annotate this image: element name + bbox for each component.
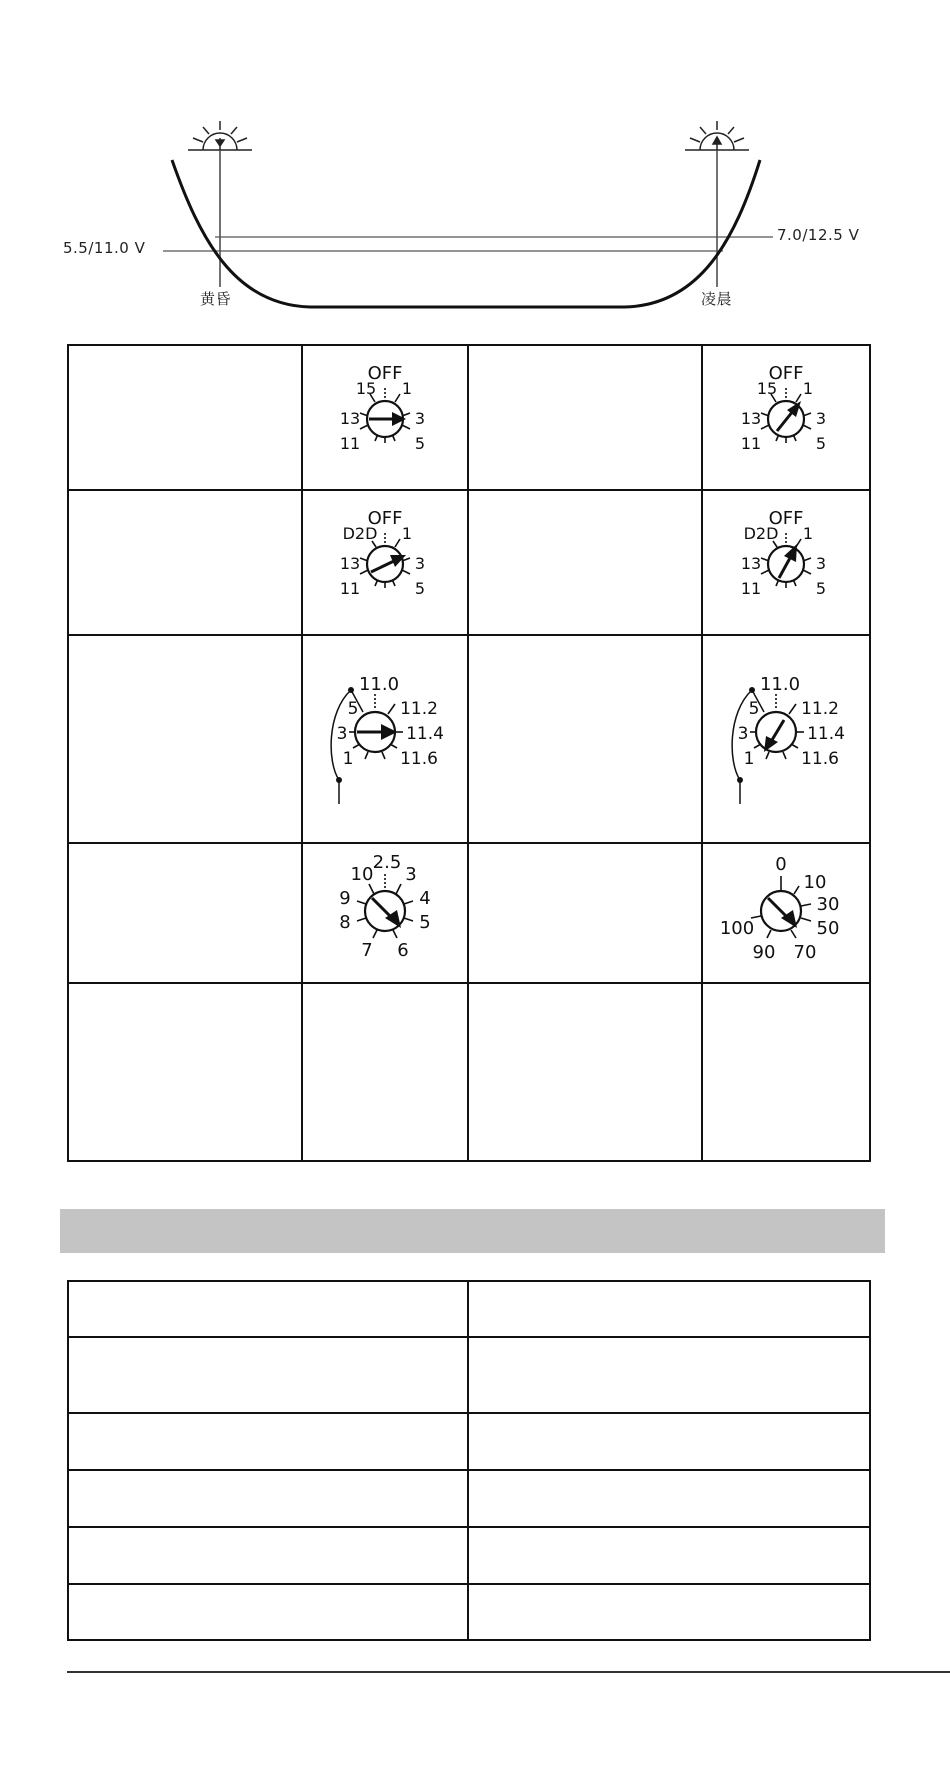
dial-label: 3 [414,553,426,573]
dial-label: 1 [401,523,413,543]
time-dial-off-15-alt [731,361,841,471]
voltage-dial-left [315,662,455,812]
dial-label: 3 [336,724,348,744]
table-cell [468,345,702,490]
dial-label: 11 [339,433,361,453]
table-row [68,843,870,983]
table-cell [68,635,302,843]
table-row [68,1527,870,1584]
table-row [68,345,870,490]
dial-label: 1 [743,749,755,769]
table-cell [68,843,302,983]
dial-label: 11 [740,433,762,453]
table-cell [468,1413,870,1470]
dial-label: 13 [339,408,361,428]
dial-label: 11.6 [801,749,839,769]
time-dial-d2d [330,506,440,616]
dial-label-top: 0 [775,854,787,875]
table-cell [302,490,468,635]
dial-label: 3 [414,408,426,428]
table-row [68,1413,870,1470]
right-voltage-label: 7.0/12.5 V [777,226,860,244]
dial-label-top: OFF [367,362,403,384]
table-cell [302,983,468,1161]
dial-label: 3 [405,864,417,885]
dial-label-top: 11.0 [359,674,400,695]
table-cell [702,635,870,843]
dial-label: 5 [419,912,431,933]
dial-label: 3 [815,553,827,573]
table-cell [702,345,870,490]
dial-label: 6 [397,940,409,961]
table-cell [468,983,702,1161]
dial-label: 10 [803,872,827,893]
dial-label: 4 [419,888,431,909]
table-cell [468,490,702,635]
dial-label: 1 [802,378,814,398]
table-cell [302,635,468,843]
table-cell [68,1281,468,1337]
dusk-label: 黄昏 [200,290,232,308]
spec-table [67,1280,871,1641]
table-row [68,1470,870,1527]
percent-dial-right [721,846,851,976]
table-cell [68,490,302,635]
table-cell [468,1527,870,1584]
table-cell [68,1584,468,1640]
sun-icon-left [188,121,252,150]
table-cell [468,1337,870,1413]
dial-label: 8 [339,912,351,933]
time-dial-off-15 [330,361,440,471]
table-cell [468,1281,870,1337]
dial-label-top: OFF [768,362,804,384]
dial-label: 1 [802,523,814,543]
table-cell [302,843,468,983]
left-voltage-label: 5.5/11.0 V [63,239,146,257]
table-row [68,490,870,635]
table-cell [68,1470,468,1527]
table-cell [68,983,302,1161]
table-row [68,983,870,1161]
dial-label: 90 [752,942,776,963]
section-header-band [60,1209,885,1253]
dial-label: 100 [721,918,755,939]
table-row [68,1584,870,1640]
dial-label: 5 [815,433,827,453]
dial-label: 11.2 [801,699,839,719]
table-row [68,635,870,843]
dial-label: 1 [401,378,413,398]
dial-label-top: 2.5 [372,852,402,873]
table-cell [702,490,870,635]
table-cell [468,1584,870,1640]
table-cell [702,843,870,983]
dial-label: 9 [339,888,351,909]
dial-label: 1 [342,749,354,769]
dial-label-top: OFF [367,507,403,529]
dial-label: 7 [361,940,373,961]
dial-label: 5 [414,578,426,598]
table-cell [68,1337,468,1413]
dial-label: 50 [816,918,840,939]
dial-label-top: 11.0 [760,674,801,695]
table-row [68,1281,870,1337]
dawn-label: 凌晨 [701,290,733,308]
number-dial-left [325,846,445,976]
dial-label: 70 [793,942,817,963]
dial-label: 11.6 [400,749,438,769]
footer-rule [67,1671,950,1673]
dial-label: 5 [347,699,359,719]
dial-label: 5 [748,699,760,719]
dial-label: 30 [816,894,840,915]
dial-label: 15 [355,378,377,398]
table-cell [468,1470,870,1527]
dial-settings-table [67,344,871,1162]
dial-label: 3 [815,408,827,428]
sun-icon-right [685,121,749,150]
dial-label: 11.4 [807,724,845,744]
dial-label-top: OFF [768,507,804,529]
dial-label: 13 [339,553,361,573]
voltage-dial-right [716,662,856,812]
table-cell [468,843,702,983]
dial-label: 13 [740,553,762,573]
table-cell [468,635,702,843]
dial-label: 10 [350,864,374,885]
dial-label: D2D [342,523,378,543]
dial-label: 5 [414,433,426,453]
voltage-curve [172,160,760,307]
table-cell [68,1413,468,1470]
dial-label: 5 [815,578,827,598]
table-cell [68,1527,468,1584]
dial-label: 11.2 [400,699,438,719]
dial-label: 11 [740,578,762,598]
dial-label: 11 [339,578,361,598]
voltage-curve-diagram [0,0,950,320]
table-row [68,1337,870,1413]
dial-label: 13 [740,408,762,428]
time-dial-d2d-alt [731,506,841,616]
table-cell [68,345,302,490]
dial-label: 15 [756,378,778,398]
table-cell [702,983,870,1161]
table-cell [302,345,468,490]
dial-label: 11.4 [406,724,444,744]
dial-label: 3 [737,724,749,744]
dial-label: D2D [743,523,779,543]
